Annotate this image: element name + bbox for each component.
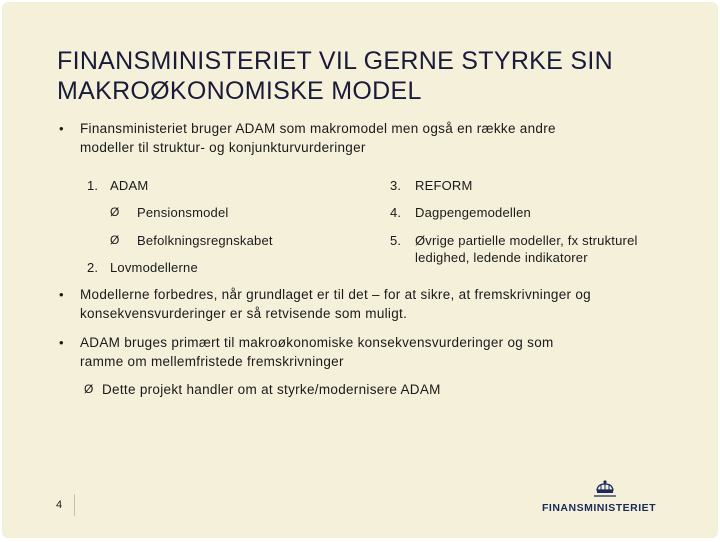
- finansministeriet-logo: [542, 480, 666, 516]
- bullet-2-text: [80, 285, 591, 323]
- bullet-3-line-1: ADAM bruges primært til makroøkonomiske konsekvensvurderinger og som: [80, 335, 554, 350]
- model-5-label: [415, 232, 638, 266]
- title-line-1: FINANSMINISTERIET VIL GERNE STYRKE SIN: [57, 47, 613, 75]
- page-number: 4: [56, 499, 63, 511]
- sub-1-arrow-icon: Ø: [110, 205, 120, 219]
- crown-icon: [594, 480, 616, 500]
- bullet-3-line-2: ramme om mellemfristede fremskrivninger: [80, 354, 344, 369]
- bullet-2-line-1: Modellerne forbedres, når grundlaget er til det – for at sikre, at fremskrivninger og: [80, 287, 591, 302]
- model-5-line-2: ledighed, ledende indikatorer: [415, 250, 588, 265]
- project-note-text: Dette projekt handler om at styrke/modernisere ADAM: [102, 382, 441, 397]
- bullet-2-symbol: •: [59, 287, 64, 302]
- slide-title: [57, 46, 677, 106]
- sub-1-label: Pensionsmodel: [137, 205, 229, 220]
- model-1-label: ADAM: [110, 178, 149, 193]
- bullet-1-symbol: •: [59, 121, 64, 136]
- model-3-label: REFORM: [415, 178, 473, 193]
- project-arrow-icon: Ø: [84, 382, 94, 396]
- model-3-number: 3.: [390, 178, 402, 193]
- logo-text: FINANSMINISTERIET: [542, 502, 657, 514]
- bullet-3-symbol: •: [59, 335, 64, 350]
- model-5-number: 5.: [390, 233, 402, 248]
- model-1-number: 1.: [87, 178, 99, 193]
- model-2-number: 2.: [87, 260, 99, 275]
- bullet-1-text: [80, 119, 556, 157]
- title-line-2: MAKROØKONOMISKE MODEL: [57, 77, 422, 105]
- model-4-label: Dagpengemodellen: [415, 205, 531, 220]
- model-2-label: Lovmodellerne: [110, 260, 198, 275]
- bullet-1-line-2: modeller til struktur- og konjunkturvurderinger: [80, 140, 366, 155]
- model-4-number: 4.: [390, 205, 402, 220]
- model-5-line-1: Øvrige partielle modeller, fx strukturel: [415, 233, 638, 248]
- sub-2-arrow-icon: Ø: [110, 233, 120, 247]
- bullet-2-line-2: konsekvensvurderinger er så retvisende som muligt.: [80, 306, 408, 321]
- bullet-3-text: [80, 333, 554, 371]
- bullet-1-line-1: Finansministeriet bruger ADAM som makromodel men også en række andre: [80, 121, 556, 136]
- sub-2-label: Befolkningsregnskabet: [137, 233, 273, 248]
- footer-divider: [74, 494, 75, 516]
- slide: [2, 2, 718, 538]
